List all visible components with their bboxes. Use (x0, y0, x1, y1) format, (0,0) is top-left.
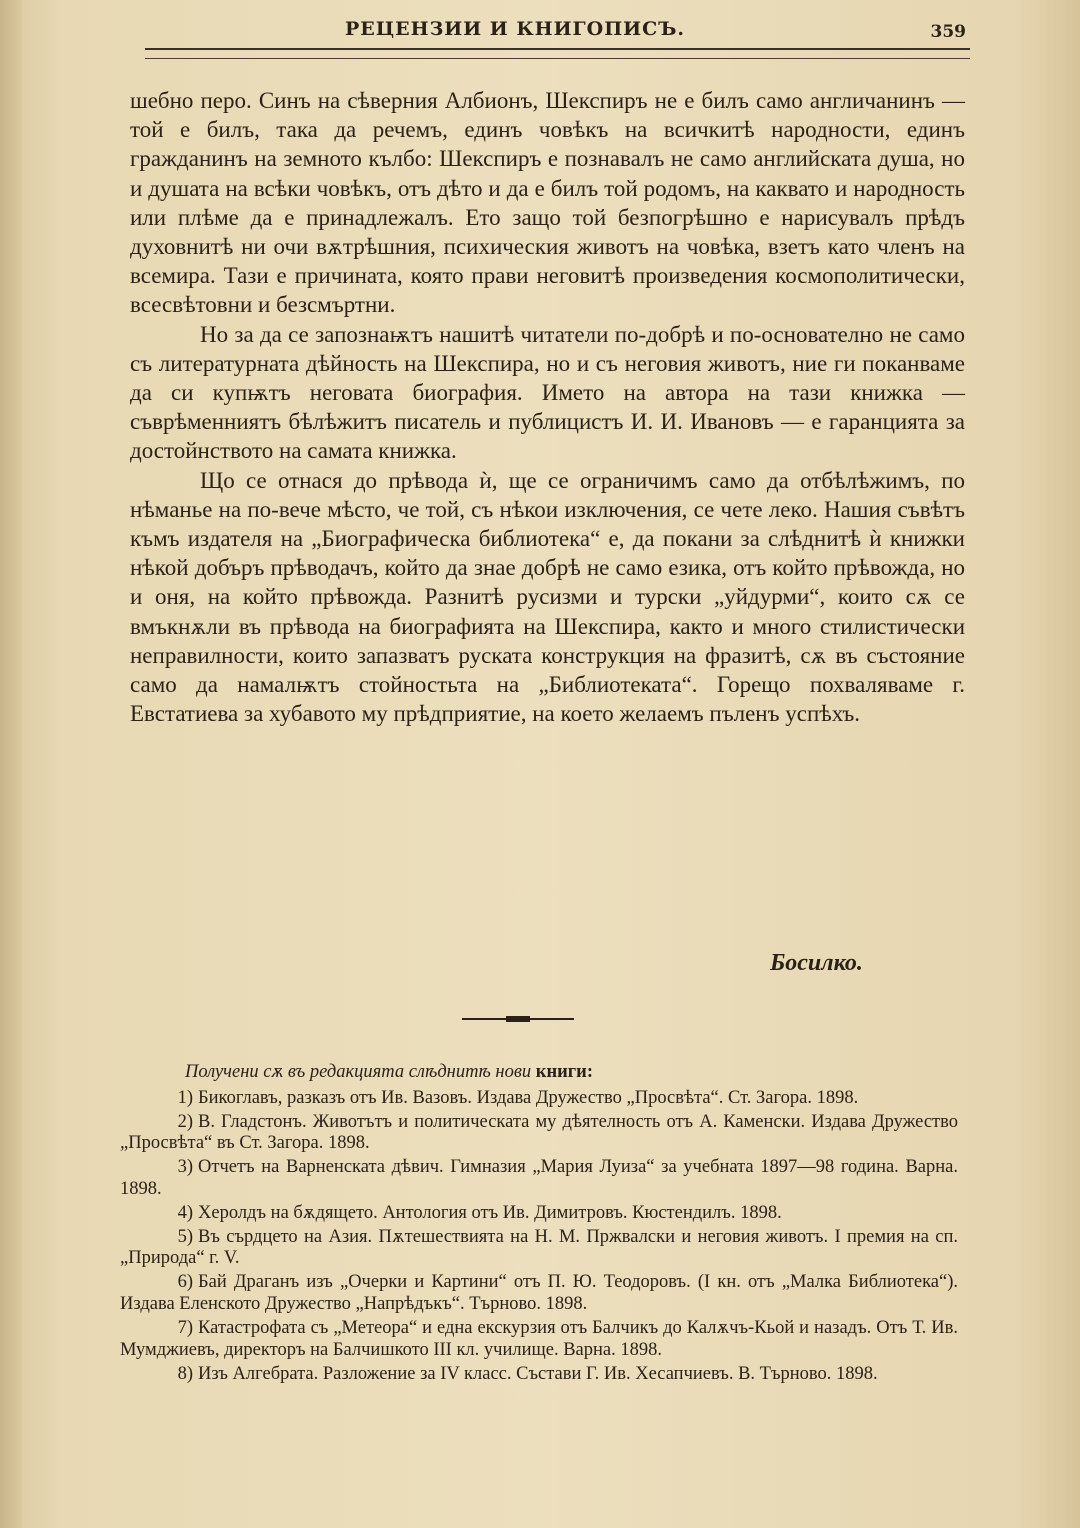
item-number: 1) (177, 1087, 193, 1108)
list-item (120, 1203, 958, 1225)
divider-ornament (506, 1016, 530, 1022)
running-header (145, 16, 970, 50)
received-books-heading-bold: книги: (535, 1062, 593, 1082)
header-rule (145, 58, 970, 59)
item-number: 3) (177, 1157, 193, 1178)
list-item (120, 1112, 958, 1155)
review-paragraph-1: шебно перо. Синъ на сѣверния Албионъ, Шекспиръ не е билъ само англичанинъ — той е билъ, така да речемъ, единъ човѣкъ на всичкитѣ народности, единъ гражданинъ на земното кълбо: Шекспиръ е познавалъ не само английската душа, но и душата на всѣки човѣкъ, отъ дѣто и да е билъ той родомъ, на каквато и народность или плѣме да е принадлежалъ. Ето защо той безпогрѣшно е нарисувалъ прѣдъ духовнитѣ ни очи вѫтрѣшния, психическия животъ на човѣка, взетъ като членъ на всемира. Тази е причината, която прави неговитѣ произведения космополитически, всесвѣтовни и безсмъртни. (130, 88, 965, 318)
received-books-heading (120, 1062, 958, 1084)
item-text: Бикоглавъ, разказъ отъ Ив. Вазовъ. Издава Дружество „Просвѣта“. Ст. Загора. 1898. (198, 1087, 859, 1108)
running-title: РЕЦЕНЗИИ И КНИГОПИСЪ. (345, 18, 686, 40)
item-text: Херолдъ на бѫдящето. Антология отъ Ив. Димитровъ. Кюстендилъ. 1898. (198, 1202, 782, 1223)
item-number: 8) (177, 1363, 193, 1384)
item-number: 6) (177, 1272, 193, 1293)
review-paragraph-3: Що се отнася до прѣвода ѝ, ще се ограничимъ само да отбѣлѣжимъ, по нѣманье на по-вече мѣсто, че той, съ нѣкои изключения, се чете леко. Нашия съвѣтъ къмъ издателя на „Биографическа библиотека“ е, да покани за слѣднитѣ ѝ книжки нѣкой добъръ прѣводачъ, който да знае добрѣ не само езика, отъ който прѣвожда, но и оня, на който прѣвожда. Разнитѣ русизми и турски „уйдурми“, които сѫ се вмъкнѫли въ прѣвода на биографията на Шекспира, както и много стилистически неправилности, които запазватъ руската конструкция на фразитѣ, сѫ въ състояние само да намалѭтъ стойностьта на „Библиотеката“. Горещо похваляваме г. Евстатиева за хубавото му прѣдприятие, на което желаемъ пъленъ успѣхъ. (130, 467, 965, 727)
list-item (120, 1227, 958, 1270)
received-books-list (120, 1088, 958, 1386)
page-gutter-shadow (0, 0, 22, 1528)
item-number: 5) (177, 1226, 193, 1247)
page-number: 359 (930, 22, 966, 42)
item-text: Катастрофата съ „Метеора“ и една екскурзия отъ Балчикъ до Калѫчъ-Кьой и назадъ. Отъ Т. Ив. Мумджиевъ, директоръ на Балчишкото III кл. училище. Варна. 1898. (120, 1318, 958, 1360)
review-signature: Босилко. (770, 950, 863, 976)
list-item (120, 1272, 958, 1315)
item-number: 7) (177, 1318, 193, 1339)
item-text: Изъ Алгебрата. Разложение за IV класс. Състави Г. Ив. Хесапчиевъ. В. Търново. 1898. (198, 1363, 878, 1384)
list-item (120, 1318, 958, 1361)
section-divider (462, 1017, 574, 1021)
item-text: Бай Драганъ изъ „Очерки и Картини“ отъ П. Ю. Теодоровъ. (I кн. отъ „Малка Библиотека“). Издава Еленското Дружество „Напрѣдъкъ“. Търново. 1898. (120, 1272, 958, 1314)
item-text: Отчетъ на Варненската дѣвич. Гимназия „Мария Луиза“ за учебната 1897—98 година. Варна. 1898. (120, 1157, 958, 1199)
list-item (120, 1088, 958, 1110)
received-books-section (120, 1062, 958, 1388)
item-number: 2) (177, 1111, 193, 1132)
received-books-heading-italic: Получени сѫ въ редакцията слѣднитѣ нови (185, 1062, 532, 1082)
list-item (120, 1157, 958, 1200)
item-text: Въ сърдцето на Азия. Пѫтешествията на Н. М. Пржвалски и неговия животъ. I премия на сп. „Природа“ г. V. (120, 1226, 958, 1269)
review-paragraph-2: Но за да се запознаѭтъ нашитѣ читатели по-добрѣ и по-основателно не само съ литературната дѣйность на Шекспира, но и съ неговия животъ, ние ги поканваме да си купѭтъ неговата биография. Името на автора на тази книжка — съврѣменниятъ бѣлѣжитъ писатель и публицистъ И. И. Ивановъ — е гаранцията за достойнството на самата книжка. (130, 321, 965, 464)
item-text: В. Гладстонъ. Животътъ и политическата му дѣятелность отъ А. Каменски. Издава Дружество „Просвѣта“ въ Ст. Загора. 1898. (120, 1111, 958, 1154)
list-item (120, 1364, 958, 1386)
item-number: 4) (177, 1202, 193, 1223)
review-body (130, 86, 965, 728)
